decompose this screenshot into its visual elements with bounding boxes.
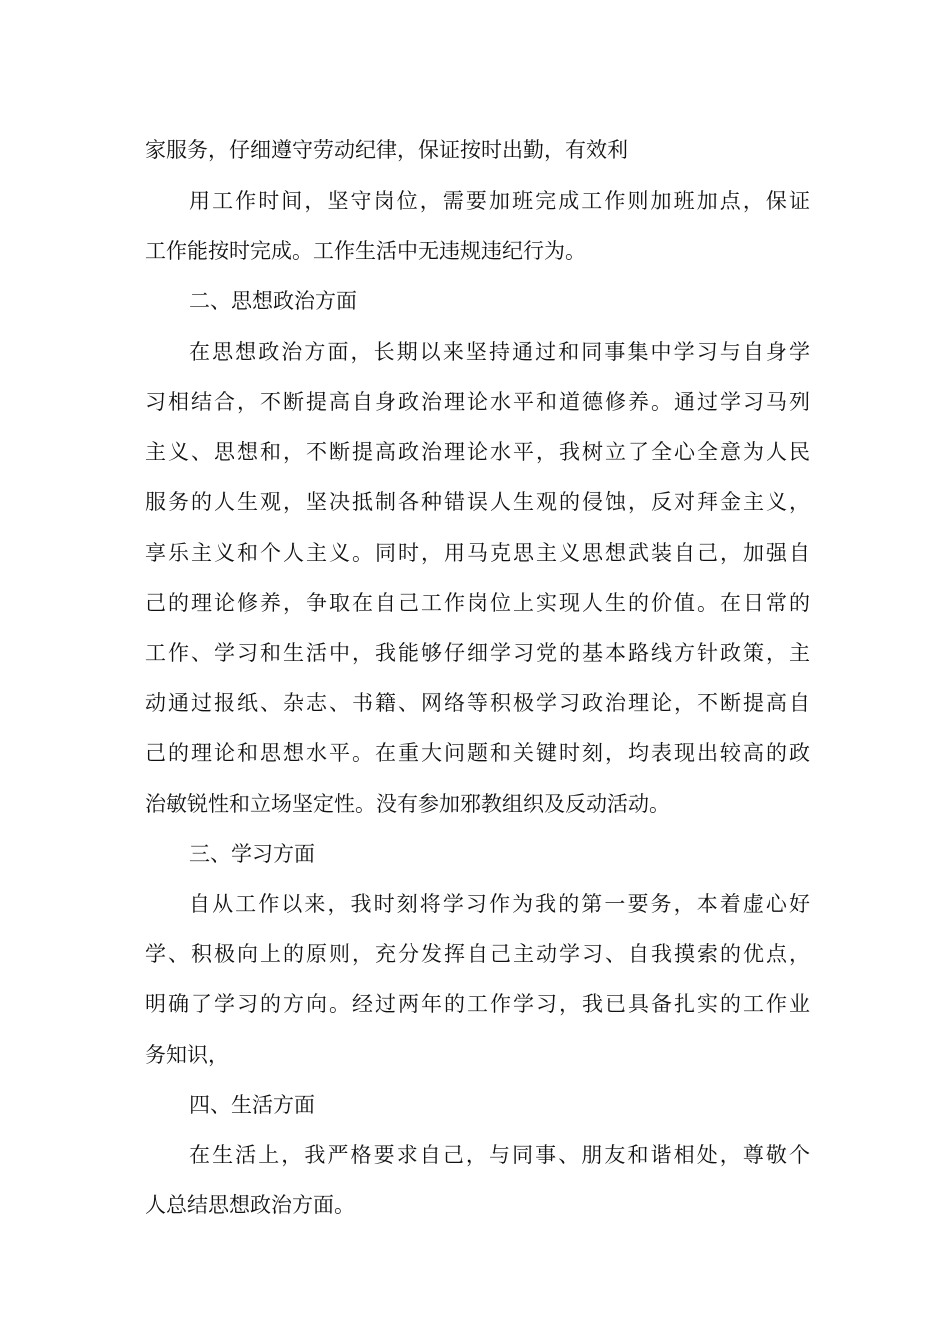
- text-line: 动通过报纸、杂志、书籍、网络等积极学习政治理论，不断提高自: [145, 691, 810, 715]
- text-line: 明确了学习的方向。经过两年的工作学习，我已具备扎实的工作业: [145, 992, 810, 1016]
- text-line: 人总结思想政治方面。: [145, 1193, 355, 1217]
- paragraph-first-line: 在思想政治方面，长期以来坚持通过和同事集中学习与自身学: [189, 340, 810, 364]
- text-line: 服务的人生观，坚决抵制各种错误人生观的侵蚀，反对拜金主义，: [145, 490, 810, 514]
- text-line: 务知识，: [145, 1043, 229, 1067]
- text-line: 家服务，仔细遵守劳动纪律，保证按时出勤，有效利: [145, 138, 628, 162]
- text-line: 治敏锐性和立场坚定性。没有参加邪教组织及反动活动。: [145, 792, 670, 816]
- text-line: 习相结合，不断提高自身政治理论水平和道德修养。通过学习马列: [145, 390, 810, 414]
- section-heading-ideology: 二、思想政治方面: [189, 289, 357, 313]
- text-line: 学、积极向上的原则，充分发挥自己主动学习、自我摸索的优点，: [145, 942, 810, 966]
- text-line: 己的理论修养，争取在自己工作岗位上实现人生的价值。在日常的: [145, 591, 810, 615]
- text-line: 工作能按时完成。工作生活中无违规违纪行为。: [145, 239, 586, 263]
- text-line: 工作、学习和生活中，我能够仔细学习党的基本路线方针政策，主: [145, 641, 810, 665]
- text-line: 享乐主义和个人主义。同时，用马克思主义思想武装自己，加强自: [145, 541, 810, 565]
- text-line: 己的理论和思想水平。在重大问题和关键时刻，均表现出较高的政: [145, 741, 810, 765]
- paragraph-first-line: 自从工作以来，我时刻将学习作为我的第一要务，本着虚心好: [189, 892, 810, 916]
- text-line: 主义、思想和，不断提高政治理论水平，我树立了全心全意为人民: [145, 440, 810, 464]
- paragraph-first-line: 在生活上，我严格要求自己，与同事、朋友和谐相处，尊敬个: [189, 1143, 810, 1167]
- paragraph-first-line: 用工作时间，坚守岗位，需要加班完成工作则加班加点，保证: [189, 189, 810, 213]
- section-heading-life: 四、生活方面: [189, 1093, 315, 1117]
- section-heading-study: 三、学习方面: [189, 842, 315, 866]
